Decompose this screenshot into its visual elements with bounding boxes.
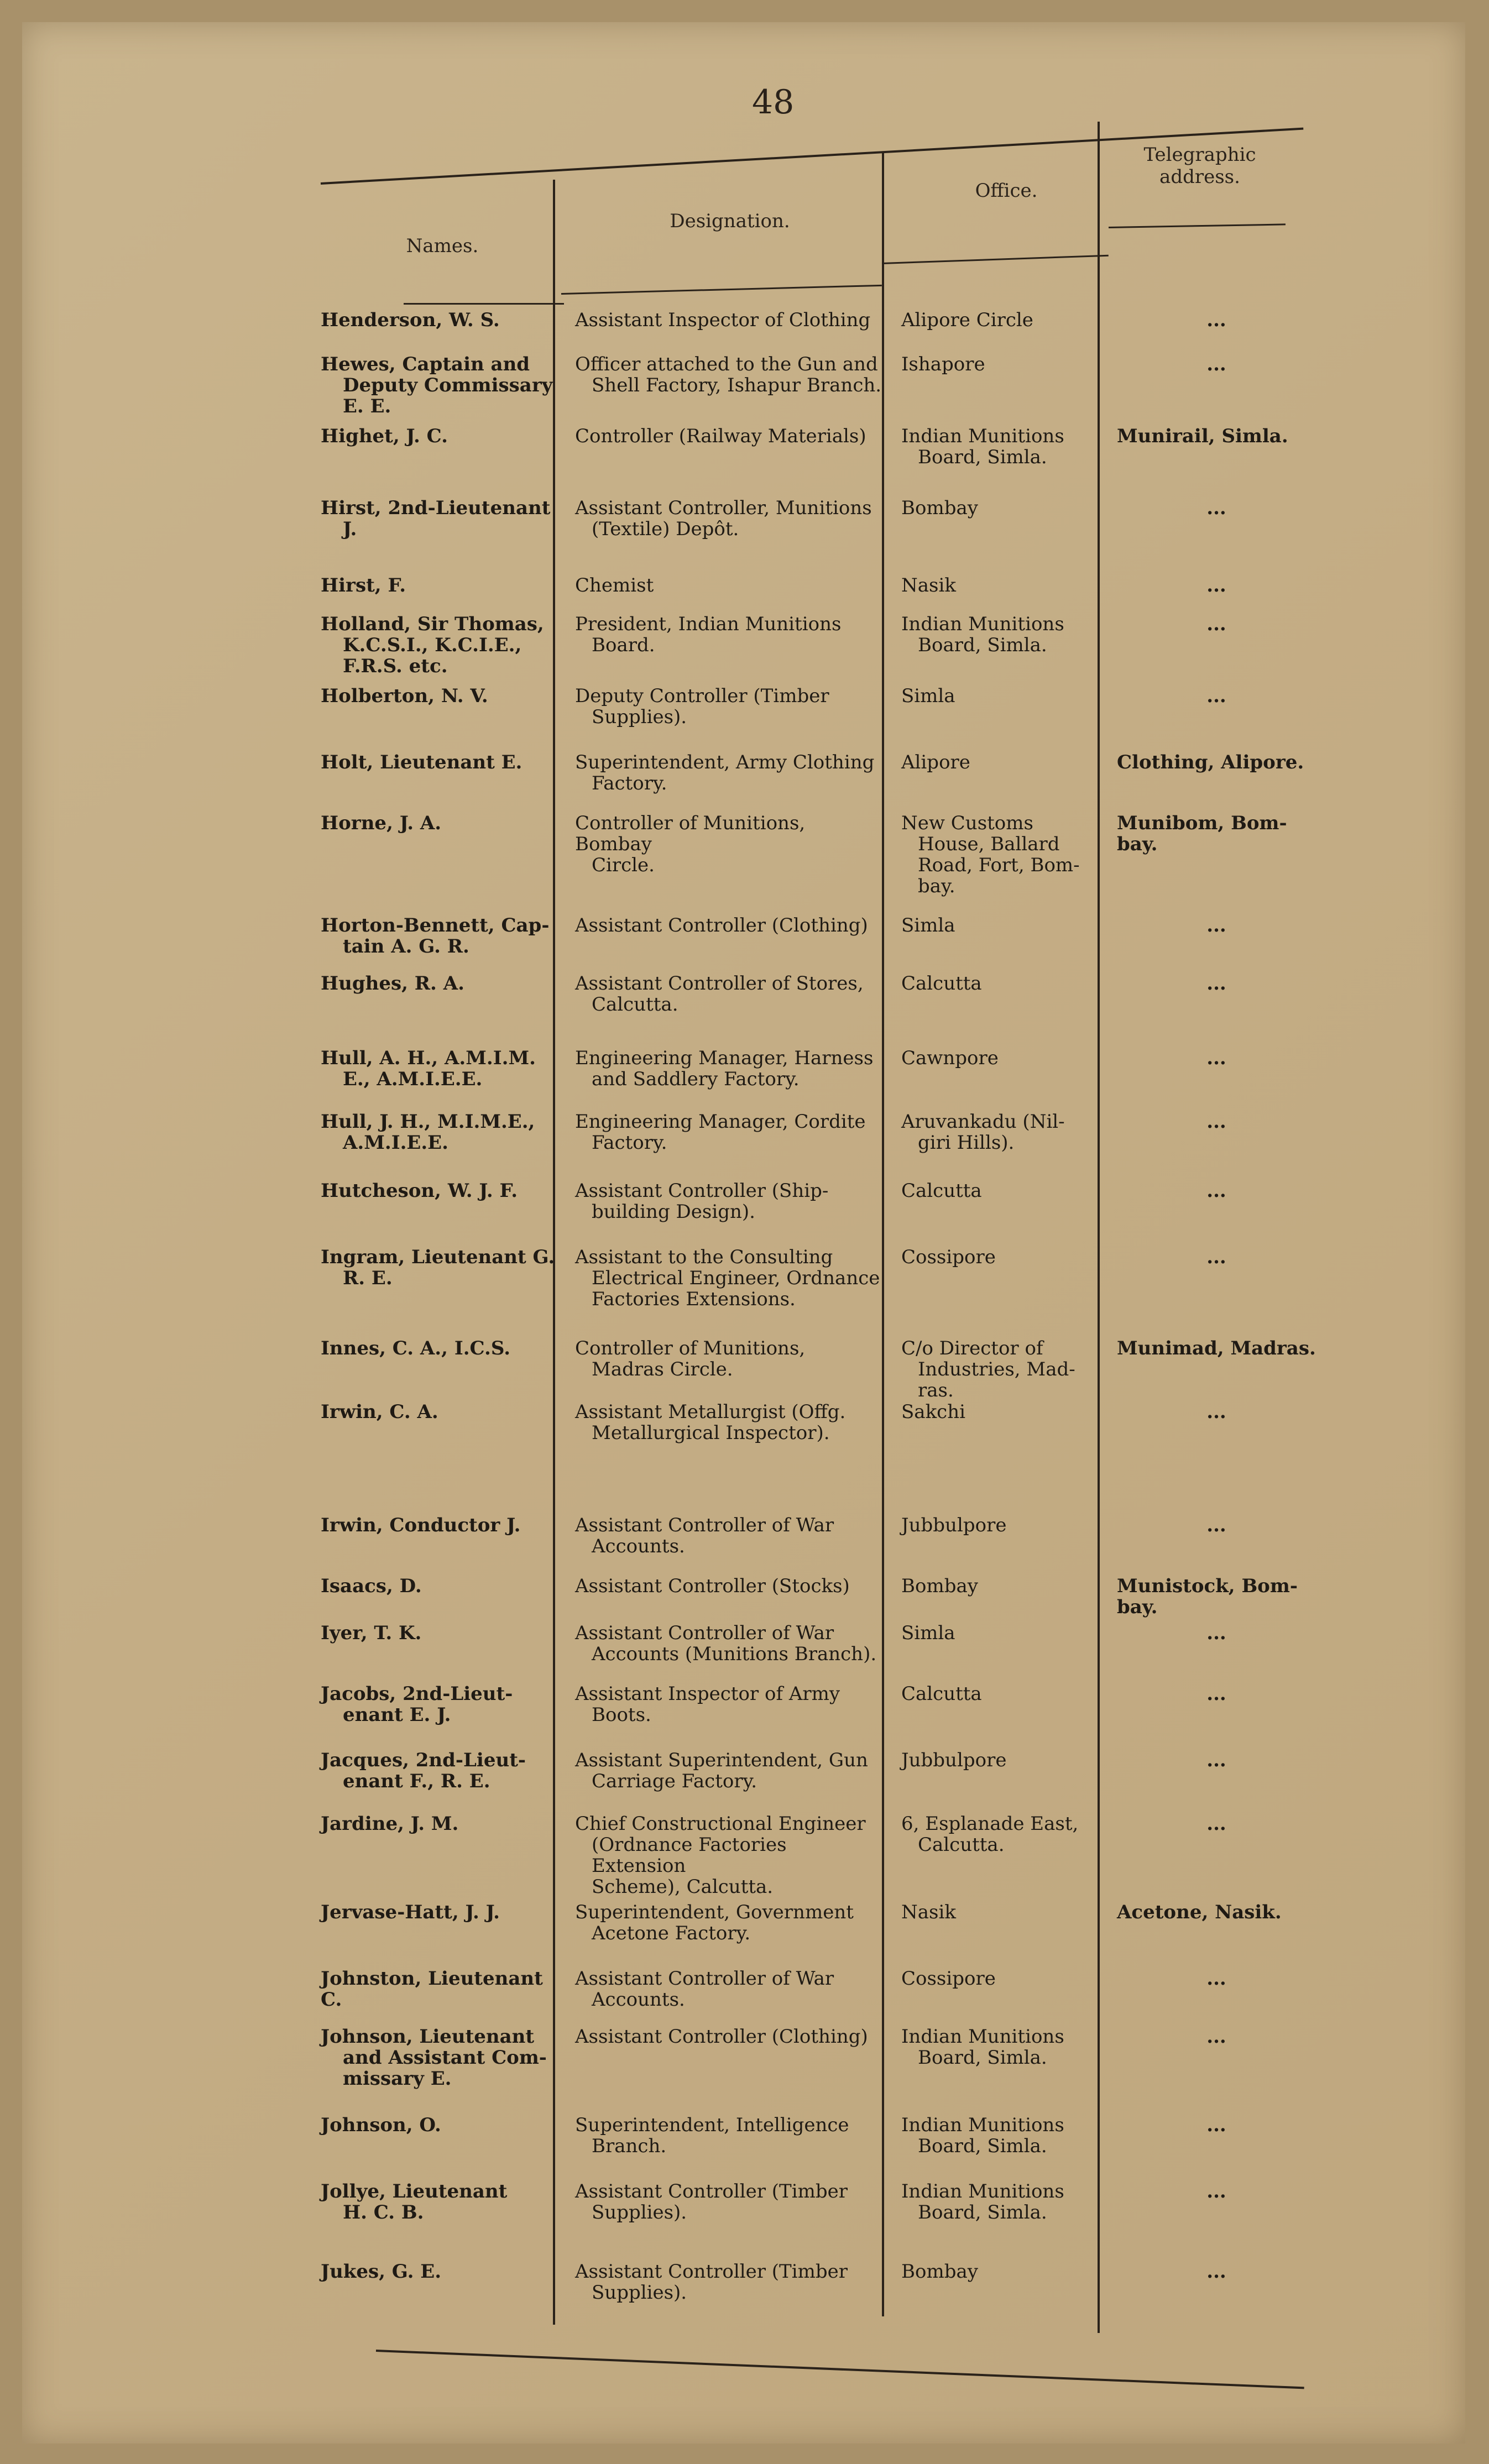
entry-office xyxy=(901,1515,1106,1536)
entry-name-line: Jollye, Lieutenant xyxy=(321,2180,508,2203)
page-number: 48 xyxy=(752,83,795,122)
entry-designation-line: Controller of Munitions, Bombay xyxy=(575,812,806,855)
entry-name-line: Isaacs, D. xyxy=(321,1575,422,1597)
header-telegraphic-line-2: address. xyxy=(1159,166,1240,188)
entry-designation xyxy=(575,310,885,331)
entry-telegraphic-address xyxy=(1117,2026,1316,2047)
entry-name xyxy=(321,1111,564,1153)
entry-name-line: R. E. xyxy=(343,1267,393,1289)
entry-name-line: Iyer, T. K. xyxy=(321,1622,422,1644)
entry-name-line: F.R.S. etc. xyxy=(343,655,448,677)
entry-name-line: Hull, J. H., M.I.M.E., xyxy=(321,1111,535,1133)
entry-office-line: Indian Munitions xyxy=(901,425,1064,447)
entry-name-line: enant E. J. xyxy=(343,1704,451,1726)
entry-office xyxy=(901,973,1106,994)
entry-designation xyxy=(575,915,885,936)
entry-office-line: House, Ballard xyxy=(918,833,1060,855)
entry-office xyxy=(901,354,1106,375)
entry-telegraphic-address xyxy=(1117,1048,1316,1069)
entry-designation-line: Superintendent, Intelligence xyxy=(575,2114,849,2136)
entry-name-line: Jacobs, 2nd-Lieut- xyxy=(321,1683,513,1705)
entry-telegraphic-address xyxy=(1117,354,1316,375)
entry-telegraphic-address xyxy=(1117,686,1316,707)
entry-office-line: Cawnpore xyxy=(901,1047,999,1069)
entry-telegraphic-address xyxy=(1117,1111,1316,1132)
entry-office-line: Alipore Circle xyxy=(901,309,1033,331)
entry-office-line: giri Hills). xyxy=(918,1132,1015,1154)
entry-telegraphic-address xyxy=(1117,2181,1316,2202)
entry-name-line: Holt, Lieutenant E. xyxy=(321,751,523,773)
entry-name xyxy=(321,1048,564,1090)
entry-telegraphic-address xyxy=(1117,575,1316,596)
entry-designation-line: Assistant Controller, Munitions xyxy=(575,497,872,519)
entry-designation xyxy=(575,2181,885,2223)
entry-telegraphic-address-line: Munistock, Bom- xyxy=(1117,1575,1298,1597)
entry-designation xyxy=(575,2261,885,2303)
entry-telegraphic-address-line: Munibom, Bom- xyxy=(1117,812,1287,834)
entry-name-line: Deputy Commissary xyxy=(343,374,553,396)
entry-name xyxy=(321,1683,564,1725)
entry-designation xyxy=(575,1515,885,1557)
entry-designation xyxy=(575,1180,885,1222)
entry-designation-line: Assistant Controller (Stocks) xyxy=(575,1575,850,1597)
entry-designation xyxy=(575,973,885,1015)
entry-office xyxy=(901,2181,1106,2223)
entry-designation-line: Controller (Railway Materials) xyxy=(575,425,866,447)
entry-office xyxy=(901,1750,1106,1771)
entry-name-line: enant F., R. E. xyxy=(343,1770,490,1792)
entry-telegraphic-address-line: ... xyxy=(1206,1180,1226,1202)
entry-designation-line: Chief Constructional Engineer xyxy=(575,1813,866,1835)
entry-telegraphic-address xyxy=(1117,1813,1316,1834)
entry-office xyxy=(901,1683,1106,1704)
entry-name-line: Hirst, 2nd-Lieutenant xyxy=(321,497,551,519)
entry-name-line: E., A.M.I.E.E. xyxy=(343,1068,483,1090)
entry-designation xyxy=(575,1750,885,1792)
entry-name xyxy=(321,1515,564,1536)
entry-telegraphic-address-line: ... xyxy=(1206,613,1226,635)
entry-office-line: Calcutta. xyxy=(918,1834,1005,1856)
entry-designation xyxy=(575,575,885,596)
entry-designation xyxy=(575,686,885,728)
entry-office xyxy=(901,686,1106,707)
entry-telegraphic-address xyxy=(1117,752,1316,773)
entry-telegraphic-address-line: ... xyxy=(1206,1514,1226,1536)
entry-designation-line: Supplies). xyxy=(592,2201,687,2224)
entry-telegraphic-address xyxy=(1117,1247,1316,1268)
entry-office-line: C/o Director of xyxy=(901,1337,1043,1359)
entry-designation-line: Madras Circle. xyxy=(592,1358,733,1380)
entry-office-line: New Customs xyxy=(901,812,1033,834)
entry-name xyxy=(321,575,564,596)
entry-name xyxy=(321,1401,564,1422)
entry-office-line: Indian Munitions xyxy=(901,613,1064,635)
entry-name-line: Horne, J. A. xyxy=(321,812,442,834)
header-rule-names xyxy=(404,303,564,305)
entry-designation-line: Assistant Controller (Clothing) xyxy=(575,2026,868,2048)
entry-telegraphic-address xyxy=(1117,2261,1316,2282)
entry-name-line: Horton-Bennett, Cap- xyxy=(321,914,550,937)
entry-designation-line: Superintendent, Government xyxy=(575,1901,854,1923)
entry-name-line: Hewes, Captain and xyxy=(321,353,530,375)
entry-office-line: Jubbulpore xyxy=(901,1749,1007,1771)
entry-name xyxy=(321,915,564,957)
entry-office xyxy=(901,813,1106,897)
entry-office-line: Industries, Mad- xyxy=(918,1358,1075,1380)
header-rule-designation xyxy=(561,285,882,295)
entry-telegraphic-address-line: ... xyxy=(1206,1813,1226,1835)
entry-designation-line: Assistant Controller of War xyxy=(575,1968,834,1990)
entry-designation-line: Controller of Munitions, xyxy=(575,1337,806,1359)
entry-office-line: Calcutta xyxy=(901,1180,982,1202)
entry-name xyxy=(321,614,564,677)
entry-name xyxy=(321,1750,564,1792)
entry-designation-line: Assistant Controller (Clothing) xyxy=(575,914,868,937)
entry-name xyxy=(321,1902,564,1923)
entry-name xyxy=(321,752,564,773)
entry-designation-line: Factories Extensions. xyxy=(592,1288,796,1310)
entry-office-line: Calcutta xyxy=(901,972,982,995)
entry-name xyxy=(321,310,564,331)
entry-telegraphic-address-line: ... xyxy=(1206,1401,1226,1423)
entry-designation-line: (Textile) Depôt. xyxy=(592,518,739,540)
entry-office-line: Board, Simla. xyxy=(918,2047,1047,2069)
entry-name-line: Hutcheson, W. J. F. xyxy=(321,1180,518,1202)
entry-telegraphic-address-line: Munimad, Madras. xyxy=(1117,1337,1316,1359)
entry-office xyxy=(901,1813,1106,1855)
entry-name-line: and Assistant Com- xyxy=(343,2047,547,2069)
entry-office-line: Bombay xyxy=(901,2261,978,2283)
entry-telegraphic-address-line: bay. xyxy=(1117,1596,1158,1618)
entry-designation-line: Accounts. xyxy=(592,1989,685,2011)
entry-telegraphic-address xyxy=(1117,973,1316,994)
entry-designation-line: Assistant Controller (Timber xyxy=(575,2261,848,2283)
entry-name-line: Henderson, W. S. xyxy=(321,309,500,331)
entry-designation xyxy=(575,1048,885,1090)
entry-office xyxy=(901,1902,1106,1923)
entry-office-line: Alipore xyxy=(901,751,970,773)
entry-name xyxy=(321,973,564,994)
entry-office-line: Calcutta xyxy=(901,1683,982,1705)
entry-name-line: Hughes, R. A. xyxy=(321,972,464,995)
entry-designation xyxy=(575,1623,885,1665)
entry-office xyxy=(901,1338,1106,1401)
entry-office-line: Indian Munitions xyxy=(901,2114,1064,2136)
entry-telegraphic-address xyxy=(1117,310,1316,331)
entry-designation xyxy=(575,1338,885,1380)
entry-office-line: Bombay xyxy=(901,497,978,519)
entry-telegraphic-address-line: ... xyxy=(1206,1749,1226,1771)
entry-designation-line: Assistant Inspector of Army xyxy=(575,1683,840,1705)
entry-office-line: Cossipore xyxy=(901,1246,996,1268)
entry-office-line: Indian Munitions xyxy=(901,2180,1064,2203)
entry-designation-line: Circle. xyxy=(592,854,655,876)
entry-telegraphic-address-line: ... xyxy=(1206,914,1226,937)
entry-designation xyxy=(575,1968,885,2010)
entry-name-line: tain A. G. R. xyxy=(343,935,469,958)
entry-designation-line: Board. xyxy=(592,634,655,656)
entry-office xyxy=(901,1576,1106,1597)
entry-office xyxy=(901,426,1106,468)
header-rule-office xyxy=(882,255,1109,264)
entry-name xyxy=(321,1247,564,1289)
entry-office-line: Sakchi xyxy=(901,1401,965,1423)
entry-designation-line: Assistant to the Consulting xyxy=(575,1246,833,1268)
entry-designation xyxy=(575,813,885,876)
entry-office-line: Jubbulpore xyxy=(901,1514,1007,1536)
entry-name-line: Johnston, Lieutenant C. xyxy=(321,1968,543,2011)
entry-designation-line: Supplies). xyxy=(592,2282,687,2304)
entry-office-line: Road, Fort, Bom- xyxy=(918,854,1080,876)
entry-office-line: Indian Munitions xyxy=(901,2026,1064,2048)
entry-office xyxy=(901,1247,1106,1268)
entry-designation-line: Carriage Factory. xyxy=(592,1770,757,1792)
entry-telegraphic-address-line: ... xyxy=(1206,574,1226,597)
entry-office xyxy=(901,915,1106,936)
entry-office xyxy=(901,614,1106,656)
entry-office-line: Ishapore xyxy=(901,353,985,375)
header-rule-telegraphic xyxy=(1109,223,1286,228)
entry-designation-line: Assistant Controller of War xyxy=(575,1514,834,1536)
entry-telegraphic-address xyxy=(1117,813,1316,855)
entry-name xyxy=(321,498,564,540)
entry-telegraphic-address-line: Munirail, Simla. xyxy=(1117,425,1288,447)
entry-office-line: Aruvankadu (Nil- xyxy=(901,1111,1065,1133)
entry-telegraphic-address-line: ... xyxy=(1206,1111,1226,1133)
entry-office xyxy=(901,1180,1106,1201)
entry-office xyxy=(901,310,1106,331)
header-telegraphic xyxy=(1111,144,1288,188)
entry-telegraphic-address-line: ... xyxy=(1206,972,1226,995)
entry-designation xyxy=(575,1401,885,1443)
entry-designation-line: Assistant Inspector of Clothing xyxy=(575,309,871,331)
entry-telegraphic-address-line: ... xyxy=(1206,1246,1226,1268)
entry-telegraphic-address xyxy=(1117,2115,1316,2136)
entry-designation-line: Assistant Controller of Stores, xyxy=(575,972,864,995)
entry-telegraphic-address-line: ... xyxy=(1206,497,1226,519)
entry-name xyxy=(321,2261,564,2282)
entry-designation xyxy=(575,1683,885,1725)
entry-telegraphic-address-line: ... xyxy=(1206,2180,1226,2203)
entry-name-line: Holland, Sir Thomas, xyxy=(321,613,544,635)
entry-name-line: Johnson, Lieutenant xyxy=(321,2026,535,2048)
entry-telegraphic-address-line: ... xyxy=(1206,1968,1226,1990)
entry-office xyxy=(901,1111,1106,1153)
entry-name-line: Innes, C. A., I.C.S. xyxy=(321,1337,511,1359)
entry-office-line: Nasik xyxy=(901,1901,956,1923)
table-bottom-rule xyxy=(376,2350,1304,2389)
entry-designation-line: Calcutta. xyxy=(592,993,678,1016)
entry-designation-line: Engineering Manager, Cordite xyxy=(575,1111,866,1133)
entry-designation-line: Metallurgical Inspector). xyxy=(592,1422,830,1444)
entry-name-line: Jervase-Hatt, J. J. xyxy=(321,1901,500,1923)
entry-designation-line: and Saddlery Factory. xyxy=(592,1068,800,1090)
entry-designation-line: Accounts. xyxy=(592,1535,685,1557)
entry-name xyxy=(321,2115,564,2136)
entry-telegraphic-address-line: ... xyxy=(1206,2026,1226,2048)
entry-name xyxy=(321,1813,564,1834)
entry-telegraphic-address-line: Clothing, Alipore. xyxy=(1117,751,1304,773)
entry-designation-line: Acetone Factory. xyxy=(592,1922,751,1944)
entry-designation-line: Assistant Controller (Ship- xyxy=(575,1180,829,1202)
entry-office xyxy=(901,575,1106,596)
entry-designation-line: Supplies). xyxy=(592,706,687,728)
entry-name xyxy=(321,2181,564,2223)
entry-office xyxy=(901,2115,1106,2157)
entry-designation-line: Factory. xyxy=(592,1132,667,1154)
entry-telegraphic-address xyxy=(1117,1968,1316,1989)
entry-telegraphic-address xyxy=(1117,1902,1316,1923)
entry-designation-line: Assistant Superintendent, Gun xyxy=(575,1749,868,1771)
entry-office-line: ras. xyxy=(918,1379,954,1401)
entry-designation-line: Officer attached to the Gun and xyxy=(575,353,878,375)
entry-office xyxy=(901,1048,1106,1069)
entry-office xyxy=(901,498,1106,519)
entry-designation-line: Assistant Controller of War xyxy=(575,1622,834,1644)
header-names: Names. xyxy=(406,235,479,257)
entry-designation-line: Accounts (Munitions Branch). xyxy=(592,1643,877,1665)
entry-name xyxy=(321,426,564,447)
entry-name-line: Irwin, C. A. xyxy=(321,1401,438,1423)
entry-telegraphic-address xyxy=(1117,1180,1316,1201)
entry-office-line: Nasik xyxy=(901,574,956,597)
header-designation: Designation. xyxy=(670,210,790,232)
entry-name-line: Hirst, F. xyxy=(321,574,406,597)
entry-designation-line: Branch. xyxy=(592,2135,667,2157)
entry-telegraphic-address xyxy=(1117,1515,1316,1536)
entry-telegraphic-address-line: ... xyxy=(1206,1047,1226,1069)
entry-designation xyxy=(575,354,885,396)
entry-designation xyxy=(575,1813,885,1897)
entry-designation-line: Superintendent, Army Clothing xyxy=(575,751,875,773)
entry-name-line: Jukes, G. E. xyxy=(321,2261,442,2283)
entry-telegraphic-address xyxy=(1117,1750,1316,1771)
entry-name xyxy=(321,1968,564,2010)
entry-designation xyxy=(575,1902,885,1944)
entry-designation xyxy=(575,1247,885,1310)
entry-office-line: Board, Simla. xyxy=(918,634,1047,656)
entry-name-line: Holberton, N. V. xyxy=(321,685,488,707)
entry-name xyxy=(321,1576,564,1597)
entry-name-line: Ingram, Lieutenant G. xyxy=(321,1246,555,1268)
entry-office xyxy=(901,1623,1106,1644)
entry-telegraphic-address-line: Acetone, Nasik. xyxy=(1117,1901,1282,1923)
entry-office xyxy=(901,2026,1106,2068)
entry-designation-line: Assistant Metallurgist (Offg. xyxy=(575,1401,846,1423)
entry-telegraphic-address xyxy=(1117,1623,1316,1644)
entry-office xyxy=(901,1401,1106,1422)
entry-name xyxy=(321,1623,564,1644)
entry-office-line: Board, Simla. xyxy=(918,2201,1047,2224)
entry-name-line: J. xyxy=(343,518,357,540)
entry-name-line: missary E. xyxy=(343,2068,452,2090)
entry-office-line: 6, Esplanade East, xyxy=(901,1813,1079,1835)
entry-telegraphic-address-line: ... xyxy=(1206,309,1226,331)
entry-office xyxy=(901,752,1106,773)
entry-office-line: bay. xyxy=(918,875,955,897)
entry-telegraphic-address xyxy=(1117,1683,1316,1704)
entry-telegraphic-address-line: ... xyxy=(1206,2261,1226,2283)
entry-designation xyxy=(575,498,885,540)
entry-telegraphic-address xyxy=(1117,1401,1316,1422)
entry-name-line: H. C. B. xyxy=(343,2201,424,2224)
entry-telegraphic-address xyxy=(1117,1338,1316,1359)
entry-telegraphic-address xyxy=(1117,498,1316,519)
entry-designation xyxy=(575,1111,885,1153)
entry-designation-line: Scheme), Calcutta. xyxy=(592,1876,774,1898)
entry-designation-line: Chemist xyxy=(575,574,654,597)
entry-name xyxy=(321,813,564,834)
entry-name xyxy=(321,686,564,707)
entry-name xyxy=(321,354,564,417)
document-page xyxy=(22,22,1465,2444)
entry-telegraphic-address-line: ... xyxy=(1206,685,1226,707)
entry-name xyxy=(321,1180,564,1201)
entry-name-line: Jacques, 2nd-Lieut- xyxy=(321,1749,526,1771)
entry-telegraphic-address xyxy=(1117,614,1316,635)
entry-designation-line: President, Indian Munitions xyxy=(575,613,842,635)
entry-designation-line: Boots. xyxy=(592,1704,651,1726)
entry-office-line: Board, Simla. xyxy=(918,2135,1047,2157)
entry-designation-line: Electrical Engineer, Ordnance xyxy=(592,1267,880,1289)
entry-office-line: Board, Simla. xyxy=(918,446,1047,468)
entry-office-line: Cossipore xyxy=(901,1968,996,1990)
entry-designation xyxy=(575,2026,885,2047)
entry-office xyxy=(901,1968,1106,1989)
header-telegraphic-line-1: Telegraphic xyxy=(1143,144,1256,166)
entry-name-line: K.C.S.I., K.C.I.E., xyxy=(343,634,522,656)
entry-designation-line: Shell Factory, Ishapur Branch. xyxy=(592,374,882,396)
entry-telegraphic-address-line: bay. xyxy=(1117,833,1158,855)
entry-designation-line: Engineering Manager, Harness xyxy=(575,1047,874,1069)
entry-telegraphic-address xyxy=(1117,426,1316,447)
entry-name-line: Highet, J. C. xyxy=(321,425,448,447)
entry-telegraphic-address-line: ... xyxy=(1206,2114,1226,2136)
entry-telegraphic-address xyxy=(1117,1576,1316,1618)
entry-office-line: Bombay xyxy=(901,1575,978,1597)
entry-telegraphic-address-line: ... xyxy=(1206,1683,1226,1705)
entry-telegraphic-address-line: ... xyxy=(1206,1622,1226,1644)
entry-office-line: Simla xyxy=(901,914,955,937)
entry-name xyxy=(321,1338,564,1359)
entry-designation-line: Assistant Controller (Timber xyxy=(575,2180,848,2203)
header-office: Office. xyxy=(975,180,1038,202)
entry-designation xyxy=(575,1576,885,1597)
entry-office xyxy=(901,2261,1106,2282)
entry-name-line: Hull, A. H., A.M.I.M. xyxy=(321,1047,536,1069)
entry-name-line: Johnson, O. xyxy=(321,2114,441,2136)
entry-office-line: Simla xyxy=(901,1622,955,1644)
entry-telegraphic-address-line: ... xyxy=(1206,353,1226,375)
entry-name-line: E. E. xyxy=(343,395,391,417)
entry-designation xyxy=(575,2115,885,2157)
entry-name-line: Jardine, J. M. xyxy=(321,1813,459,1835)
entry-office-line: Simla xyxy=(901,685,955,707)
entry-telegraphic-address xyxy=(1117,915,1316,936)
entry-name-line: A.M.I.E.E. xyxy=(343,1132,448,1154)
entry-name-line: Irwin, Conductor J. xyxy=(321,1514,521,1536)
entry-designation xyxy=(575,426,885,447)
entry-designation-line: building Design). xyxy=(592,1201,755,1223)
entry-designation xyxy=(575,614,885,656)
entry-designation-line: (Ordnance Factories Extension xyxy=(592,1834,787,1877)
entry-designation-line: Factory. xyxy=(592,772,667,794)
entry-designation-line: Deputy Controller (Timber xyxy=(575,685,829,707)
entry-name xyxy=(321,2026,564,2089)
entry-designation xyxy=(575,752,885,794)
